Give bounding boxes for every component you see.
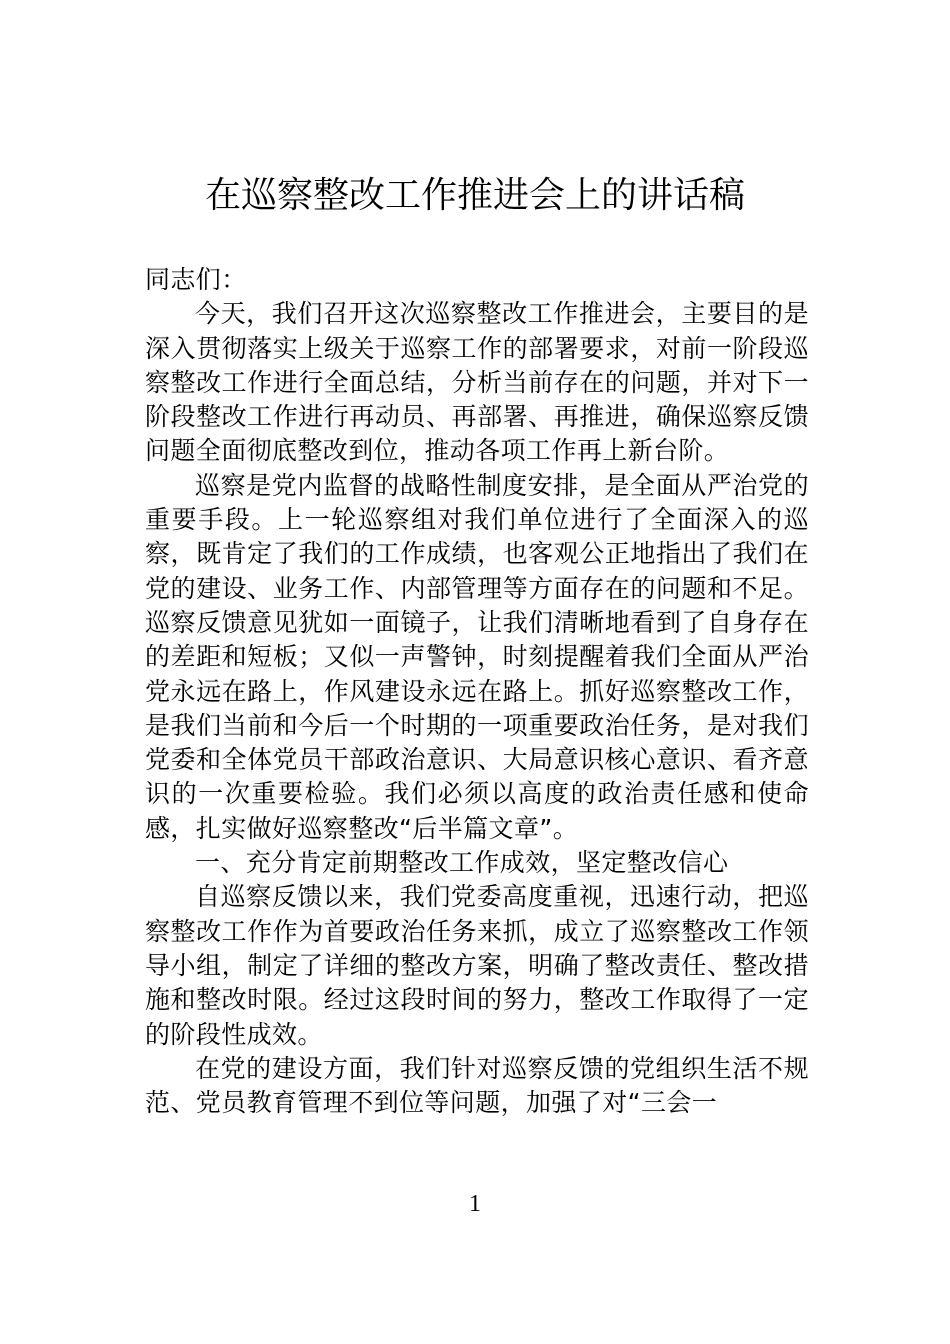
section-heading-1: 一、充分肯定前期整改工作成效，坚定整改信心 (195, 848, 729, 878)
document-body (145, 263, 809, 1120)
paragraph-rectification-progress: 自巡察反馈以来，我们党委高度重视，迅速行动，把巡察整改工作作为首要政治任务来抓，成立了巡察整改工作领导小组，制定了详细的整改方案，明确了整改责任、整改措施和整改时限。经过这段时间的努力，整改工作取得了一定的阶段性成效。 (145, 882, 809, 1049)
salutation: 同志们： (145, 265, 247, 294)
paragraph-inspection-significance: 巡察是党内监督的战略性制度安排，是全面从严治党的重要手段。上一轮巡察组对我们单位进行了全面深入的巡察，既肯定了我们的工作成绩，也客观公正地指出了我们在党的建设、业务工作、内部管理等方面存在的问题和不足。巡察反馈意见犹如一面镜子，让我们清晰地看到了自身存在的差距和短板；又似一声警钟，时刻提醒着我们全面从严治党永远在路上，作风建设永远在路上。抓好巡察整改工作，是我们当前和今后一个时期的一项重要政治任务，是对我们党委和全体党员干部政治意识、大局意识核心意识、看齐意识的一次重要检验。我们必须以高度的政治责任感和使命感，扎实做好巡察整改“后半篇文章”。 (145, 470, 809, 843)
page-title: 在巡察整改工作推进会上的讲话稿 (204, 175, 745, 216)
paragraph-intro: 今天，我们召开这次巡察整改工作推进会，主要目的是深入贯彻落实上级关于巡察工作的部署要求，对前一阶段巡察整改工作进行全面总结，分析当前存在的问题，并对下一阶段整改工作进行再动员、再部署、再推进，确保巡察反馈问题全面彻底整改到位，推动各项工作再上新台阶。 (145, 299, 809, 466)
paragraph-party-building: 在党的建设方面，我们针对巡察反馈的党组织生活不规范、党员教育管理不到位等问题，加强了对“三会一 (145, 1053, 809, 1118)
page-number: 1 (469, 1191, 481, 1217)
